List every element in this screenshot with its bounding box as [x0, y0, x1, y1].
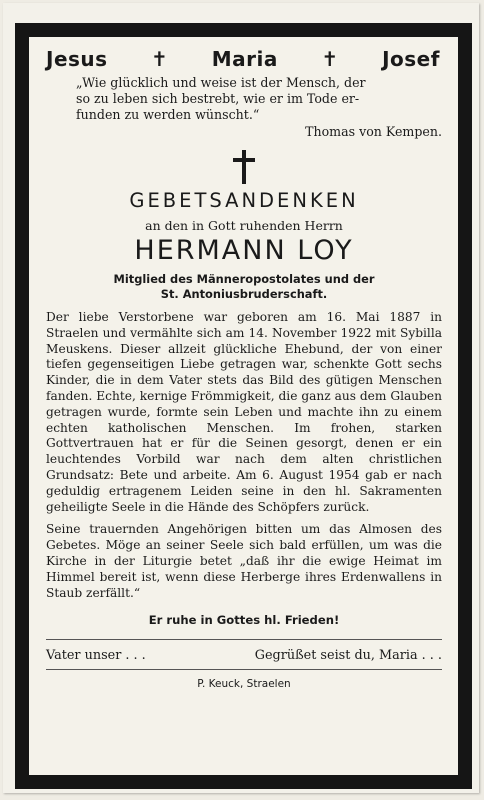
card-subtitle: an den in Gott ruhenden Herrn — [145, 218, 343, 233]
quote-line: funden zu werden wünscht.“ — [76, 107, 260, 122]
membership-line: Mitglied des Männeropostolates und der — [113, 272, 375, 286]
quote-author: Thomas von Kempen. — [305, 124, 442, 139]
header-jesus: Jesus — [46, 47, 108, 71]
prayer-line — [46, 639, 442, 663]
small-cross-icon: ✝ — [321, 47, 339, 71]
membership-text — [46, 272, 442, 302]
card-title: GEBETSANDENKEN — [129, 189, 359, 212]
prayer-card — [3, 3, 479, 793]
latin-cross-icon — [46, 150, 442, 184]
deceased-name: HERMANN LOY — [134, 235, 354, 266]
blessing-line: Er ruhe in Gottes hl. Frieden! — [148, 613, 340, 628]
holy-family-header — [46, 47, 440, 71]
prayer-request-paragraph: Seine trauernden Angehörigen bitten um das Almosen des Gebetes. Möge an seiner Seele sich bald erfüllen, um was die Kirche in der Liturgie betet „daß ihr die ewige Heimat im Himmel bereit ist, wenn diese Herberge ihres Erdenwallens in Staub zerfällt.“ — [46, 522, 442, 600]
biography-paragraph: Der liebe Verstorbene war geboren am 16. Mai 1887 in Straelen und vermählte sich am 14. November 1922 mit Sybilla Meuskens. Dieser allzeit glückliche Ehebund, der von einer tiefen gegenseitigen Liebe getragen war, schenkte Gott sechs Kinder, die in dem Vater stets das Bild des gütigen Menschen fanden. Echte, kernige Frömmigkeit, die ganz aus dem Glauben getragen wurde, formte sein Leben und machte ihn zu einem echten katholischen Menschen. Im frohen, starken Gottvertrauen hat er für die Seinen gesorgt, denen er ein leuchtendes Vorbild war nach dem alten christlichen Grundsatz: Bete und arbeite. Am 6. August 1954 gab er nach geduldig ertragenem Leiden seine in den hl. Sakramenten geheiligte Seele in die Hände des Schöpfers zurück. — [46, 310, 442, 514]
epigraph-quote — [76, 75, 442, 140]
quote-line: so zu leben sich bestrebt, wie er im Tode er- — [76, 91, 360, 106]
printer-imprint: P. Keuck, Straelen — [46, 669, 442, 690]
card-content — [29, 37, 458, 775]
small-cross-icon: ✝ — [151, 47, 169, 71]
black-mourning-border — [15, 23, 472, 789]
membership-line: St. Antoniusbruderschaft. — [160, 287, 328, 301]
prayer-our-father: Vater unser . . . — [46, 648, 146, 664]
header-josef: Josef — [382, 47, 440, 71]
header-maria: Maria — [211, 47, 278, 71]
quote-line: „Wie glücklich und weise ist der Mensch, der — [76, 75, 366, 90]
prayer-hail-mary: Gegrüßet seist du, Maria . . . — [254, 648, 442, 664]
